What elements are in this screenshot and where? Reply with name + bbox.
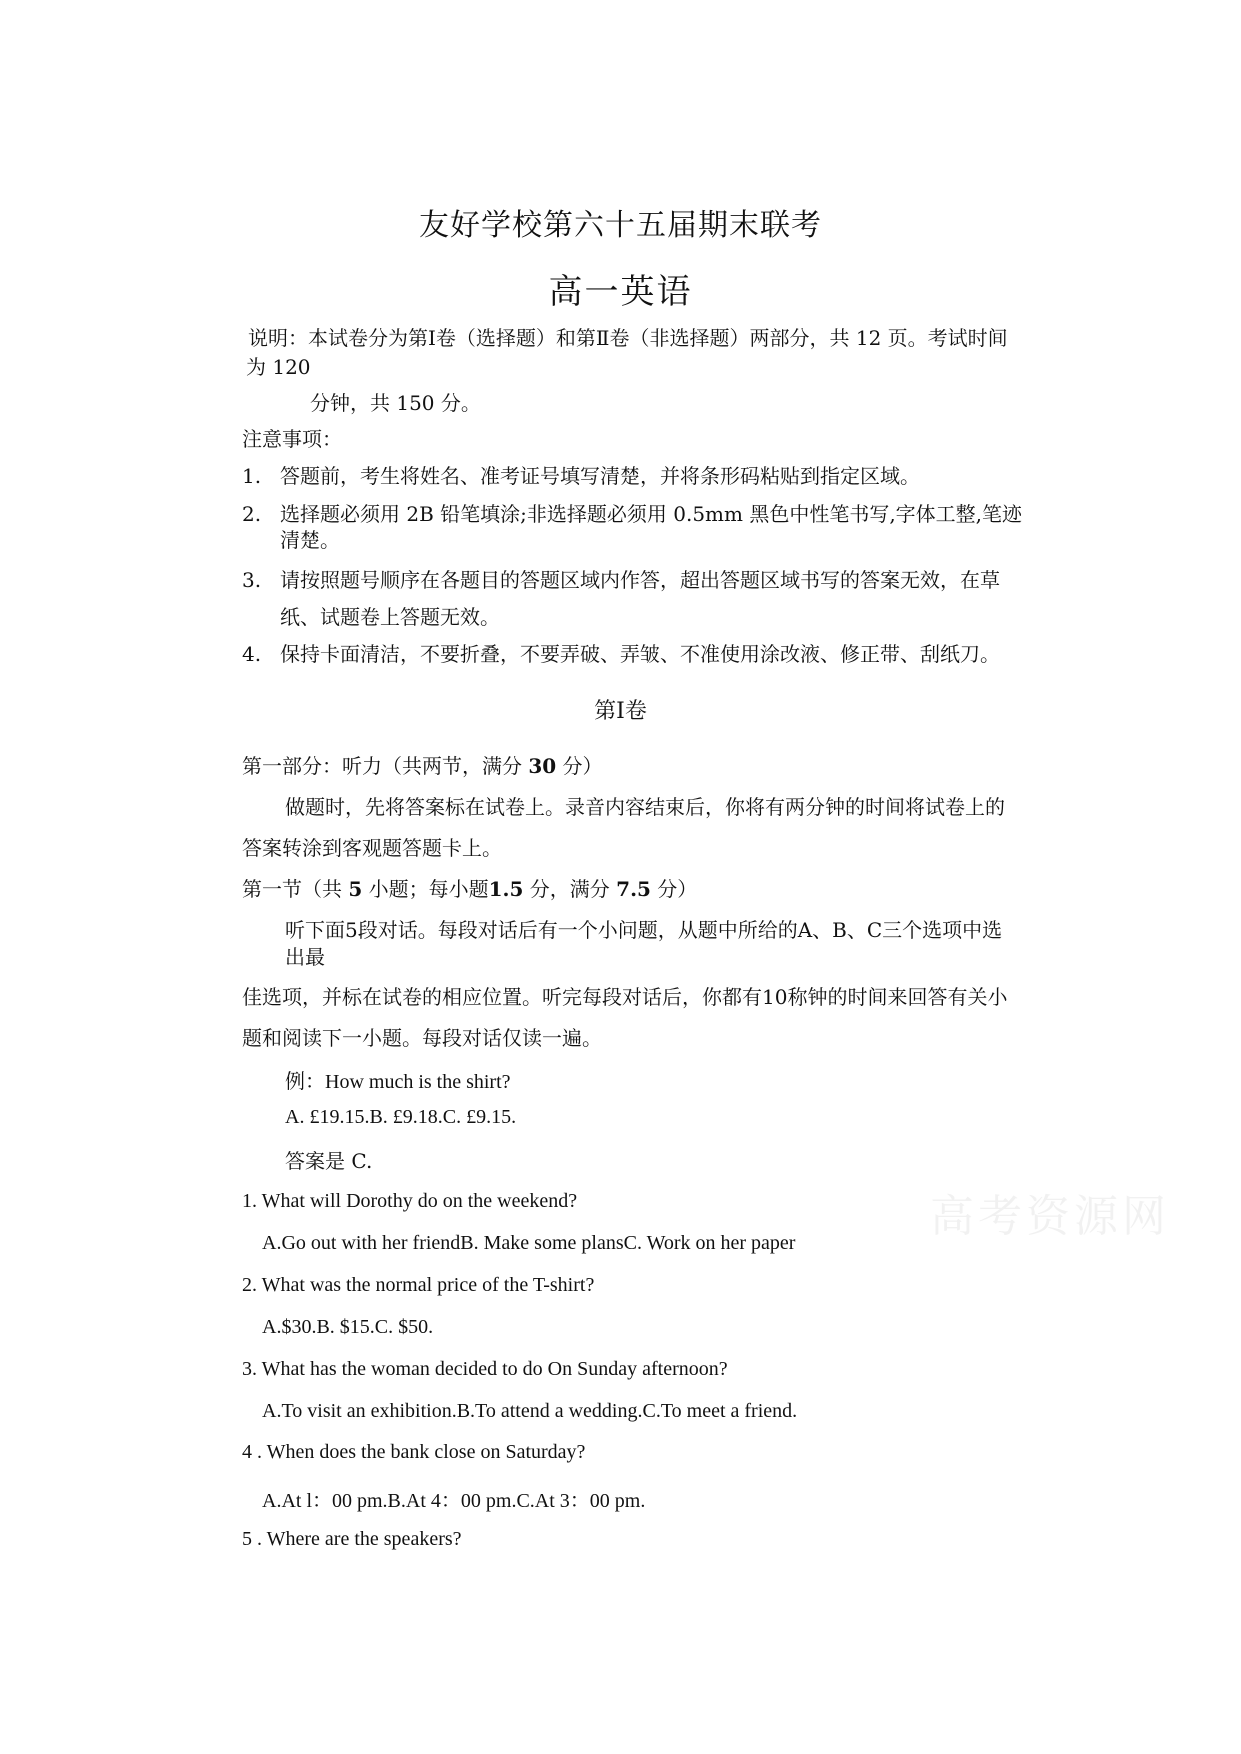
note-number: 3. [242,568,262,592]
question-text: 5 . Where are the speakers? [242,1528,462,1550]
question-text: 4 . When does the bank close on Saturday? [242,1441,586,1463]
question-options: A.$30.B. $15.C. $50. [262,1316,434,1338]
part-description: 答案转涂到客观题答题卡上。 [242,836,502,860]
note-text: 答题前，考生将姓名、准考证号填写清楚，并将条形码粘贴到指定区域。 [280,464,920,488]
note-text: 保持卡面清洁，不要折叠，不要弄破、弄皱、不准使用涂改液、修正带、刮纸刀。 [280,642,1000,666]
note-number: 2. [242,502,262,526]
question-text: 1. What will Dorothy do on the weekend? [242,1190,578,1212]
part-description: 做题时，先将答案标在试卷上。录音内容结束后，你将有两分钟的时间将试卷上的 [285,795,1005,819]
section-description: 听下面5段对话。每段对话后有一个小问题，从题中所给的A、B、C三个选项中选 [285,918,1003,942]
question-options: A.At l：00 pm.B.At 4：00 pm.C.At 3：00 pm. [262,1490,646,1512]
note-text: 纸、试题卷上答题无效。 [280,605,500,629]
exam-subject: 高一英语 [548,272,693,312]
question-text: 3. What has the woman decided to do On Sunday afternoon? [242,1358,728,1380]
section-description: 题和阅读下一小题。每段对话仅读一遍。 [242,1026,602,1050]
example-answer: 答案是 C. [285,1149,373,1173]
example-options: A. £19.15.B. £9.18.C. £9.15. [285,1106,517,1128]
question-options: A.To visit an exhibition.B.To attend a wedding.C.To meet a friend. [262,1400,798,1422]
section-description: 出最 [285,945,325,969]
part-heading: 第一部分：听力（共两节，满分 30 分） [242,754,603,778]
exam-title: 友好学校第六十五届期末联考 [419,208,822,243]
notes-heading: 注意事项： [242,427,342,451]
note-number: 1. [242,464,262,488]
note-text: 请按照题号顺序在各题目的答题区域内作答，超出答题区域书写的答案无效，在草 [280,568,1000,592]
watermark: 高考资源网 [930,1191,1170,1242]
intro-line: 说明：本试卷分为第Ⅰ卷（选择题）和第Ⅱ卷（非选择题）两部分，共 12 页。考试时间 [248,326,1008,350]
section-heading: 第一节（共 5 小题；每小题1.5 分，满分 7.5 分） [242,877,698,901]
note-text: 选择题必须用 2B 铅笔填涂;非选择题必须用 0.5mm 黑色中性笔书写,字体工整,笔迹 [280,502,1023,526]
note-number: 4. [242,642,262,666]
intro-line: 分钟，共 150 分。 [310,391,481,415]
volume-heading: 第Ⅰ卷 [594,699,647,724]
question-options: A.Go out with her friendB. Make some plansC. Work on her paper [262,1232,796,1254]
example-question: 例：How much is the shirt? [285,1071,511,1093]
intro-line: 为 120 [246,355,311,379]
section-description: 佳选项，并标在试卷的相应位置。听完每段对话后，你都有10称钟的时间来回答有关小 [242,985,1008,1009]
question-text: 2. What was the normal price of the T-shirt? [242,1274,595,1296]
note-text: 清楚。 [280,528,340,552]
